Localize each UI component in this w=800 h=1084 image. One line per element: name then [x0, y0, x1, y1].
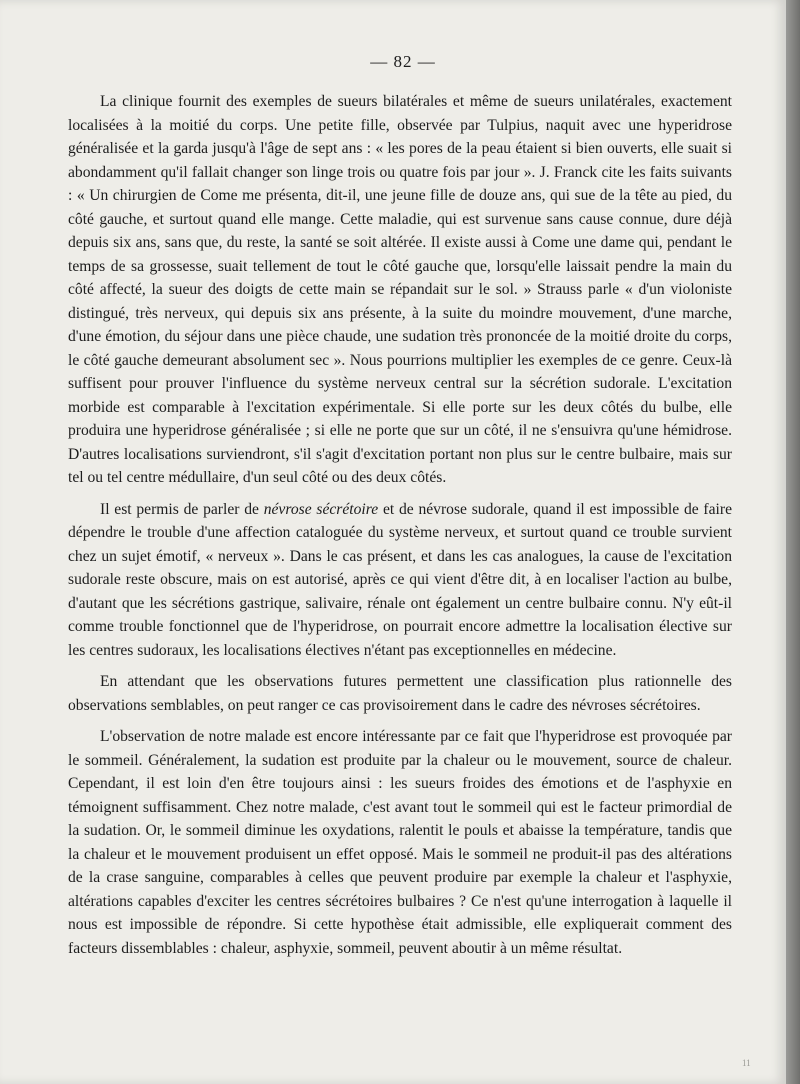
paragraph-text: Il est permis de parler de [100, 500, 264, 518]
page-edge-shadow [786, 0, 800, 1084]
paragraph-classification: En attendant que les observations futures permettent une classification plus rationnelle des observations semblables, on peut ranger ce cas provisoirement dans le cadre des névroses sécrétoires. [68, 673, 732, 714]
paragraph-clinical-examples: La clinique fournit des exemples de sueurs bilatérales et même de sueurs unilatérales, exactement localisées à la moitié du corps. Une petite fille, observée par Tulpius, naquit avec une hyperidrose généralisée et la garda jusqu'à l'âge de sept ans : « les pores de la peau étaient si bien ouverts, elle suait si abondamment qu'il fallait changer son linge trois ou quatre fois par jour ». J. Franck cite les faits suivants : « Un chirurgien de Come me présenta, dit-il, une jeune fille de douze ans, qui sue de la tête au pied, du côté gauche, et surtout quand elle mange. Cette maladie, qui est survenue sans cause connue, dure déjà depuis six ans, sans que, du reste, la santé se soit altérée. Il existe aussi à Come une dame qui, pendant le temps de sa grossesse, suait tellement de tout le côté gauche que, lorsqu'elle laissait pendre la main du côté affecté, la sueur des doigts de cette main se répandait sur le sol. » Strauss parle « d'un violoniste distingué, très nerveux, qui depuis six ans présente, à la suite du moindre mouvement, d'une marche, d'une émotion, du séjour dans une pièce chaude, une sudation très prononcée de la moitié droite du corps, le côté gauche demeurant absolument sec ». Nous pourrions multiplier les exemples de ce genre. Ceux-là suffisent pour prouver l'influence du système nerveux central sur la sécrétion sudorale. L'excitation morbide est comparable à l'excitation expérimentale. Si elle porte sur les deux côtés du bulbe, elle produira une hyperidrose généralisée ; si elle ne porte que sur un côté, il ne s'ensuivra qu'une hémidrose. D'autres localisations surviendront, s'il s'agit d'excitation portant non plus sur le centre bulbaire, mais sur tel ou tel centre médullaire, d'un seul côté ou des deux côtés. [68, 93, 732, 486]
emphasized-term: névrose sécrétoire [263, 500, 379, 518]
body-text [68, 90, 732, 960]
footer-mark: 11 [742, 1058, 751, 1068]
paragraph-secretory-neurosis [68, 498, 732, 663]
paragraph-sleep-observation: L'observation de notre malade est encore intéressante par ce fait que l'hyperidrose est provoquée par le sommeil. Généralement, la sudation est produite par la chaleur ou le mouvement, source de chaleur. Cependant, il est loin d'en être toujours ainsi : les sueurs froides des émotions et de l'asphyxie en témoignent suffisamment. Chez notre malade, c'est avant tout le sommeil qui est le facteur primordial de la sudation. Or, le sommeil diminue les oxydations, ralentit le pouls et abaisse la température, tandis que la chaleur et le mouvement produisent un effet opposé. Mais le sommeil ne produit-il pas des altérations de la crase sanguine, comparables à celles que peuvent produire par exemple la chaleur et l'asphyxie, altérations capables d'exciter les centres sécrétoires bulbaires ? Ce n'est qu'une interrogation à laquelle il nous est impossible de répondre. Si cette hypothèse était admissible, elle expliquerait comment des facteurs dissemblables : chaleur, asphyxie, sommeil, peuvent aboutir à un même résultat. [68, 728, 732, 957]
paragraph-text: et de névrose sudorale, quand il est impossible de faire dépendre le trouble d'une affection cataloguée du système nerveux, et surtout quand ce trouble survient chez un sujet émotif, « nerveux ». Dans le cas présent, et dans les cas analogues, la cause de l'excitation sudorale reste obscure, mais on est autorisé, après ce qui vient d'être dit, à en localiser l'action au bulbe, d'autant que les sécrétions gastrique, salivaire, rénale ont également un centre bulbaire connu. N'y eût-il comme trouble fonctionnel que de l'hyperidrose, on pourrait encore admettre la localisation élective sur les centres sudoraux, les localisations électives n'étant pas exceptionnelles en médecine. [68, 500, 732, 659]
page-number: — 82 — [370, 52, 436, 71]
